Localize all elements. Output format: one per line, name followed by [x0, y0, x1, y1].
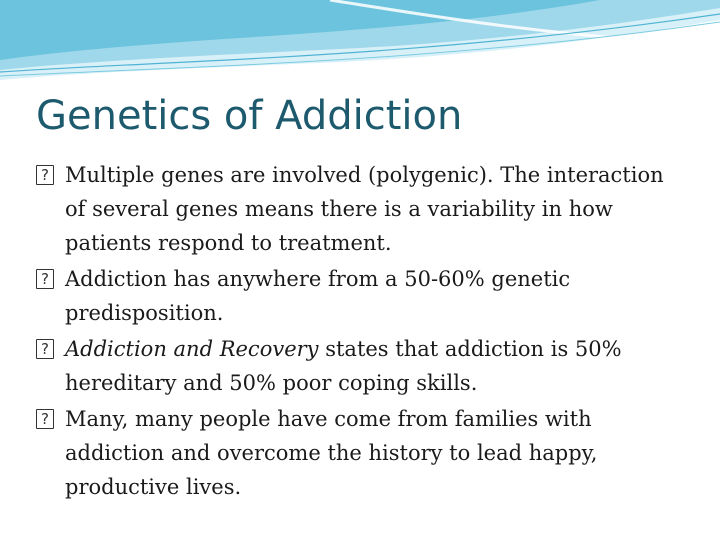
bullet-item-polygenic	[36, 158, 676, 260]
bullet-item-hereditary	[36, 332, 676, 400]
bullet-marker-icon: ?	[36, 269, 54, 289]
bullet-text: Multiple genes are involved (polygenic). The interaction of several genes means there is a variability in how patients respond to treatment.	[65, 163, 664, 255]
bullet-italic-title: Addiction and Recovery	[65, 337, 319, 361]
bullet-text: Many, many people have come from families with addiction and overcome the history to lead happy, productive lives.	[65, 407, 598, 499]
bullet-marker-icon: ?	[36, 165, 54, 185]
bullet-marker-icon: ?	[36, 339, 54, 359]
bullet-item-predisposition	[36, 262, 676, 330]
bullet-text: Addiction has anywhere from a 50-60% genetic predisposition.	[65, 267, 571, 325]
slide-title: Genetics of Addiction	[36, 93, 463, 139]
bullet-marker-icon: ?	[36, 409, 54, 429]
bullet-text: states that addiction is 50% hereditary and 50% poor coping skills.	[65, 337, 622, 395]
bullet-item-families	[36, 402, 676, 504]
bullet-list	[36, 158, 676, 506]
header-wave-decoration	[0, 0, 720, 90]
